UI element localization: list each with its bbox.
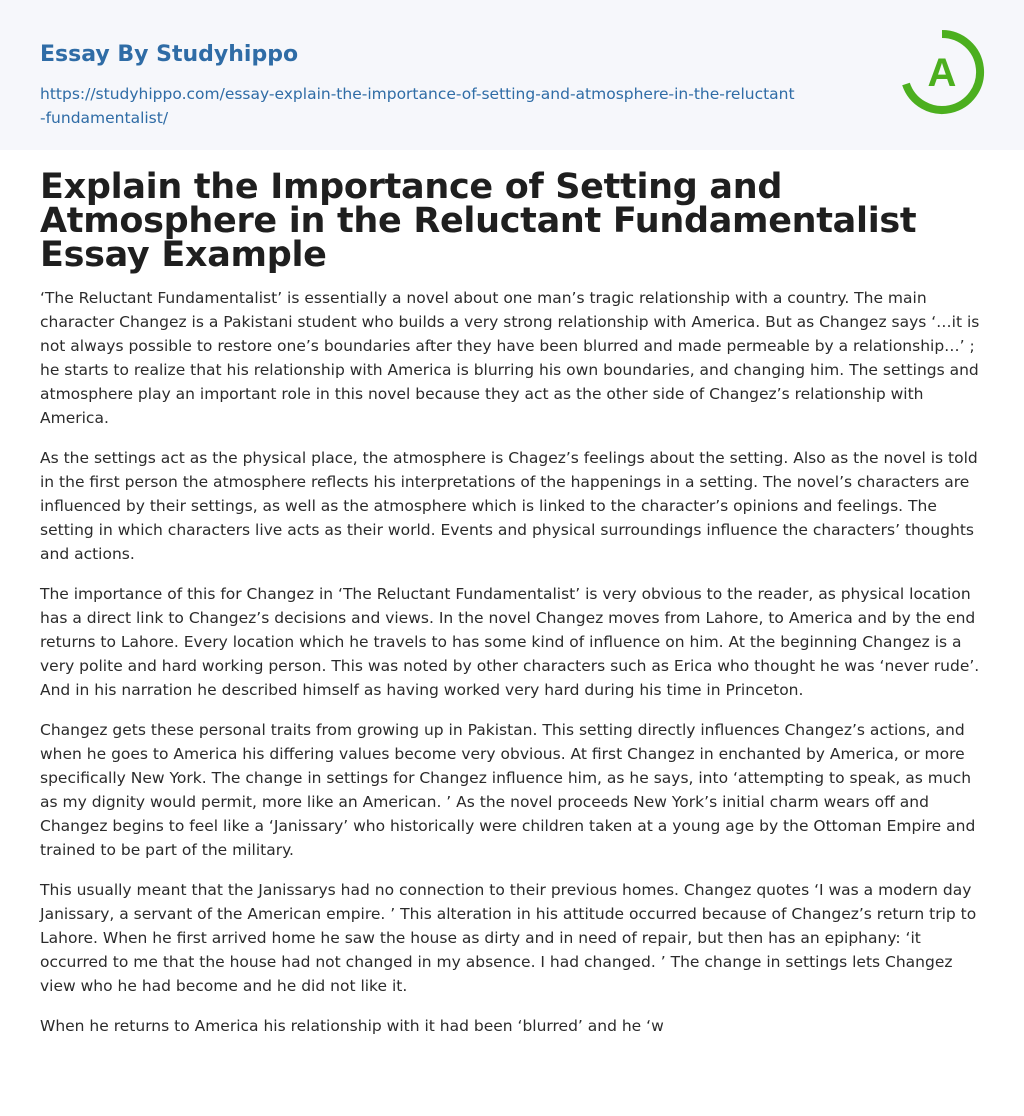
site-header xyxy=(0,0,1024,150)
essay-paragraph: As the settings act as the physical place, the atmosphere is Chagez’s feelings about the setting. Also as the novel is told in the first person the atmosphere reflects his interpretations of the happenings in a setting. The novel’s characters are influenced by their settings, as well as the atmosphere which is linked to the character’s opinions and feelings. The setting in which characters live acts as their world. Events and physical surroundings influence the characters’ thoughts and actions. xyxy=(40,449,978,563)
essay-content xyxy=(0,150,1024,1038)
site-brand[interactable]: Essay By Studyhippo xyxy=(40,42,299,67)
studyhippo-logo-icon[interactable] xyxy=(898,28,986,116)
essay-paragraph: Changez gets these personal traits from growing up in Pakistan. This setting directly influences Changez’s actions, and when he goes to America his differing values become very obvious. At first Changez in enchanted by America, or more specifically New York. The change in settings for Changez influence him, as he says, into ‘attempting to speak, as much as my dignity would permit, more like an American. ’ As the novel proceeds New York’s initial charm wears off and Changez begins to feel like a ‘Janissary’ who historically were children taken at a young age by the Ottoman Empire and trained to be part of the military. xyxy=(40,721,976,859)
essay-title: Explain the Importance of Setting and Atmosphere in the Reluctant Fundamentalist Essay Example xyxy=(40,167,917,275)
essay-url-link[interactable]: https://studyhippo.com/essay-explain-the-importance-of-setting-and-atmosphere-in-the-reluctant-fundamentalist/ xyxy=(40,85,795,127)
logo-letter: A xyxy=(927,51,957,95)
essay-paragraph: This usually meant that the Janissarys had no connection to their previous homes. Changez quotes ‘I was a modern day Janissary, a servant of the American empire. ’ This alteration in his attitude occurred because of Changez’s return trip to Lahore. When he first arrived home he saw the house as dirty and in need of repair, but then has an epiphany: ‘it occurred to me that the house had not changed in my absence. I had changed. ’ The change in settings lets Changez view who he had become and he did not like it. xyxy=(40,881,977,995)
essay-paragraph: ‘The Reluctant Fundamentalist’ is essentially a novel about one man’s tragic relationship with a country. The main character Changez is a Pakistani student who builds a very strong relationship with America. But as Changez says ‘…it is not always possible to restore one’s boundaries after they have been blurred and made permeable by a relationship…’ ; he starts to realize that his relationship with America is blurring his own boundaries, and changing him. The settings and atmosphere play an important role in this novel because they act as the other side of Changez’s relationship with America. xyxy=(40,289,980,427)
essay-paragraph: When he returns to America his relationship with it had been ‘blurred’ and he ‘w xyxy=(40,1017,664,1035)
essay-paragraph: The importance of this for Changez in ‘The Reluctant Fundamentalist’ is very obvious to the reader, as physical location has a direct link to Changez’s decisions and views. In the novel Changez moves from Lahore, to America and by the end returns to Lahore. Every location which he travels to has some kind of influence on him. At the beginning Changez is a very polite and hard working person. This was noted by other characters such as Erica who thought he was ‘never rude’. And in his narration he described himself as having worked very hard during his time in Princeton. xyxy=(40,585,980,699)
